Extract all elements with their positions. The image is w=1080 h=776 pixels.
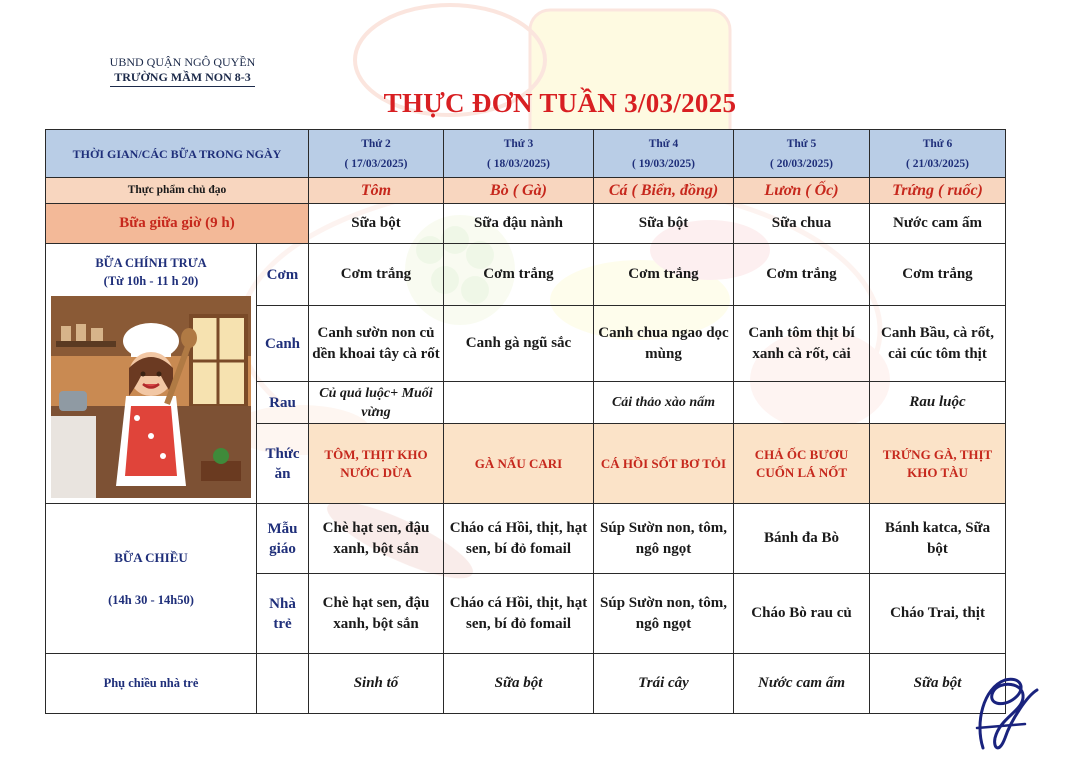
snack-cell: Sữa đậu nành	[444, 204, 594, 244]
table-header-row	[46, 130, 1006, 178]
dish-cell: GÀ NẤU CARI	[444, 424, 594, 504]
weekly-menu-table	[45, 129, 1006, 714]
main-food-row	[46, 178, 1006, 204]
snack-label: Bữa giữa giờ (9 h)	[46, 204, 309, 244]
main-food-cell: Cá ( Biển, đồng)	[594, 178, 734, 204]
day-date: ( 21/03/2025)	[906, 157, 969, 170]
page-title: THỰC ĐƠN TUẦN 3/03/2025	[383, 88, 737, 118]
soup-cell: Canh Bầu, cà rốt, cải cúc tôm thịt	[870, 306, 1006, 382]
kindergarten-label: Mẫu giáo	[257, 504, 309, 574]
vegetable-cell	[444, 382, 594, 424]
rice-label: Cơm	[257, 244, 309, 306]
kindergarten-cell: Cháo cá Hồi, thịt, hạt sen, bí đỏ fomail	[444, 504, 594, 574]
lunch-label: BỮA CHÍNH TRƯA	[95, 256, 207, 270]
day-header	[734, 130, 870, 178]
vegetable-cell: Rau luộc	[870, 382, 1006, 424]
lunch-section-label	[46, 244, 257, 504]
snack-row	[46, 204, 1006, 244]
day-date: ( 17/03/2025)	[344, 157, 408, 170]
day-name: Thứ 6	[922, 137, 953, 150]
vegetable-cell: Cải thảo xào nấm	[594, 382, 734, 424]
empty-cell	[257, 654, 309, 714]
day-date: ( 18/03/2025)	[487, 157, 550, 170]
dish-cell: TÔM, THỊT KHO NƯỚC DỪA	[309, 424, 444, 504]
rice-cell: Cơm trắng	[444, 244, 594, 306]
corner-header: THỜI GIAN/CÁC BỮA TRONG NGÀY	[46, 130, 309, 178]
dish-cell: CÁ HỒI SỐT BƠ TỎI	[594, 424, 734, 504]
extra-afternoon-cell: Sinh tố	[309, 654, 444, 714]
main-food-cell: Bò ( Gà)	[444, 178, 594, 204]
nursery-cell: Súp Sườn non, tôm, ngô ngọt	[594, 574, 734, 654]
kindergarten-cell: Chè hạt sen, đậu xanh, bột sắn	[309, 504, 444, 574]
school-name: TRƯỜNG MẦM NON 8-3	[110, 70, 255, 87]
nursery-cell: Chè hạt sen, đậu xanh, bột sắn	[309, 574, 444, 654]
soup-cell: Canh gà ngũ sắc	[444, 306, 594, 382]
kindergarten-row	[46, 504, 1006, 574]
rice-cell: Cơm trắng	[870, 244, 1006, 306]
vegetable-label: Rau	[257, 382, 309, 424]
dish-label: Thức ăn	[257, 424, 309, 504]
organization-header	[90, 55, 275, 87]
vegetable-cell: Củ quả luộc+ Muối vừng	[309, 382, 444, 424]
day-header	[444, 130, 594, 178]
rice-cell: Cơm trắng	[734, 244, 870, 306]
snack-cell: Sữa chua	[734, 204, 870, 244]
dish-cell: CHẢ ỐC BƯƠU CUỐN LÁ NỐT	[734, 424, 870, 504]
rice-row	[46, 244, 1006, 306]
snack-cell: Nước cam ấm	[870, 204, 1006, 244]
day-header	[309, 130, 444, 178]
kindergarten-cell: Bánh đa Bò	[734, 504, 870, 574]
chef-illustration	[51, 296, 251, 498]
day-header	[870, 130, 1006, 178]
vegetable-cell	[734, 382, 870, 424]
day-date: ( 20/03/2025)	[770, 157, 833, 170]
nursery-cell: Cháo Bò rau củ	[734, 574, 870, 654]
extra-afternoon-cell: Nước cam ấm	[734, 654, 870, 714]
extra-afternoon-cell: Sữa bột	[444, 654, 594, 714]
afternoon-time: (14h 30 - 14h50)	[108, 592, 194, 607]
main-food-cell: Tôm	[309, 178, 444, 204]
snack-cell: Sữa bột	[594, 204, 734, 244]
soup-label: Canh	[257, 306, 309, 382]
district-name: UBND QUẬN NGÔ QUYỀN	[109, 55, 256, 69]
nursery-label: Nhà trẻ	[257, 574, 309, 654]
nursery-cell: Cháo Trai, thịt	[870, 574, 1006, 654]
day-name: Thứ 3	[503, 137, 534, 150]
snack-cell: Sữa bột	[309, 204, 444, 244]
main-food-cell: Trứng ( ruốc)	[870, 178, 1006, 204]
afternoon-label: BỮA CHIỀU	[114, 549, 188, 565]
day-name: Thứ 2	[361, 137, 391, 150]
rice-cell: Cơm trắng	[594, 244, 734, 306]
kindergarten-cell: Bánh katca, Sữa bột	[870, 504, 1006, 574]
main-food-label: Thực phẩm chủ đạo	[46, 178, 309, 204]
soup-cell: Canh tôm thịt bí xanh cà rốt, cải	[734, 306, 870, 382]
day-name: Thứ 4	[648, 137, 679, 150]
soup-cell: Canh chua ngao dọc mùng	[594, 306, 734, 382]
dish-cell: TRỨNG GÀ, THỊT KHO TÀU	[870, 424, 1006, 504]
day-name: Thứ 5	[786, 137, 817, 150]
extra-afternoon-cell: Trái cây	[594, 654, 734, 714]
day-header	[594, 130, 734, 178]
day-date: ( 19/03/2025)	[632, 157, 695, 170]
afternoon-section-label	[46, 504, 257, 654]
soup-cell: Canh sườn non củ dền khoai tây cà rốt	[309, 306, 444, 382]
kindergarten-cell: Súp Sườn non, tôm, ngô ngọt	[594, 504, 734, 574]
nursery-cell: Cháo cá Hồi, thịt, hạt sen, bí đỏ fomail	[444, 574, 594, 654]
rice-cell: Cơm trắng	[309, 244, 444, 306]
lunch-time: (Từ 10h - 11 h 20)	[103, 274, 199, 288]
extra-afternoon-cell: Sữa bột	[870, 654, 1006, 714]
signature	[965, 668, 1045, 758]
extra-afternoon-row	[46, 654, 1006, 714]
main-food-cell: Lươn ( Ốc)	[734, 178, 870, 204]
extra-afternoon-label: Phụ chiều nhà trẻ	[46, 654, 257, 714]
